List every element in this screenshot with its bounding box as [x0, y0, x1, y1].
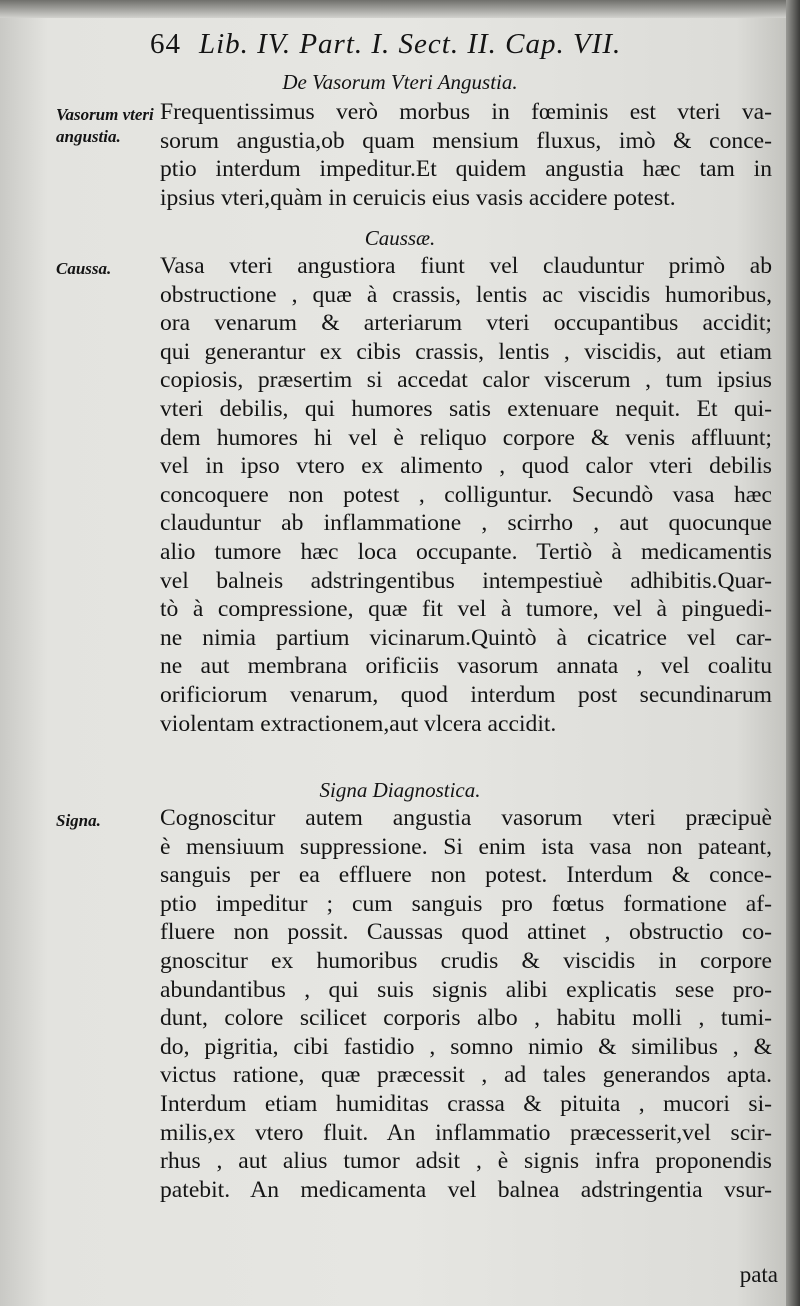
text-line: orificiorum venarum, quod interdum post secundinarum [160, 681, 772, 708]
text-line: vel in ipso vtero ex alimento , quod calor vteri debilis [160, 453, 772, 480]
text-line: vteri debilis, qui humores satis extenuare nequit. Et qui- [160, 395, 772, 422]
text-line: Cognoscitur autem angustia vasorum vteri præcipuè [160, 805, 772, 831]
text-line: ora venarum & arteriarum vteri occupantibus accidit; [160, 310, 772, 337]
paragraph-caussae [160, 252, 772, 738]
text-line: clauduntur ab inflammatione , scirrho , aut quocunque [160, 510, 772, 537]
text-line: patebit. An medicamenta vel balnea adstringentia vsur- [160, 1176, 772, 1203]
text-line: Frequentissimus verò morbus in fœminis est vteri va- [160, 99, 772, 125]
text-line: è mensiuum suppressione. Si enim ista vasa non pateant, [160, 833, 772, 860]
section-heading-caussae: Caussæ. [364, 226, 436, 250]
text-line: victus ratione, quæ præcessit , ad tales generandos apta. [160, 1062, 772, 1089]
text-line: alio tumore hæc loca occupante. Tertiò à medicamentis [160, 538, 772, 565]
page-top-edge [0, 0, 800, 18]
text-line: rhus , aut alius tumor adsit , è signis infra proponendis [160, 1148, 772, 1175]
text-line: milis,ex vtero fluit. An inflammatio præcesserit,vel scir- [160, 1119, 772, 1146]
text-line: ne aut membrana orificiis vasorum annata , vel coalitu [160, 653, 772, 680]
text-line: tò à compressione, quæ fit vel à tumore, vel à pinguedi- [160, 596, 772, 623]
text-line: concoquere non potest , colliguntur. Secundò vasa hæc [160, 481, 772, 508]
text-line: abundantibus , qui suis signis alibi explicatis sese pro- [160, 976, 772, 1003]
text-line: ptio interdum impeditur.Et quidem angustia hæc tam in [160, 156, 772, 183]
text-line: obstructione , quæ à crassis, lentis ac viscidis humoribus, [160, 281, 772, 308]
text-line: ptio impeditur ; cum sanguis pro fœtus formatione af- [160, 890, 772, 917]
paragraph-signa [160, 804, 772, 1204]
text-line: ipsius vteri,quàm in ceruicis eius vasis accidere potest. [160, 184, 676, 211]
text-line: qui generantur ex cibis crassis, lentis , viscidis, aut etiam [160, 338, 772, 365]
text-line: violentam extractionem,aut vlcera accidit. [160, 710, 557, 737]
text-line: sorum angustia,ob quam mensium fluxus, imò & conce- [160, 127, 772, 154]
margin-note-vasorum: Vasorum vteri angustia. [56, 105, 154, 146]
chapter-heading: De Vasorum Vteri Angustia. [282, 70, 518, 94]
text-line: dem humores hi vel è reliquo corpore & venis affluunt; [160, 424, 772, 451]
text-line: dunt, colore scilicet corporis albo , habitu molli , tumi- [160, 1005, 772, 1032]
text-line: sanguis per ea effluere non potest. Interdum & conce- [160, 862, 772, 889]
binding-shadow [786, 0, 800, 1306]
margin-note-signa: Signa. [56, 811, 101, 830]
page-number: 64 [150, 28, 181, 60]
section-heading-signa: Signa Diagnostica. [319, 778, 481, 802]
running-title: Lib. IV. Part. I. Sect. II. Cap. VII. [199, 28, 622, 60]
text-line: Vasa vteri angustiora fiunt vel clauduntur primò ab [160, 253, 772, 279]
catchword: pata [739, 1262, 778, 1287]
text-line: do, pigritia, cibi fastidio , somno nimio & similibus , & [160, 1033, 772, 1060]
text-line: copiosis, præsertim si accedat calor viscerum , tum ipsius [160, 367, 772, 394]
text-line: vel balneis adstringentibus intempestiuè adhibitis.Quar- [160, 567, 772, 594]
text-line: Interdum etiam humiditas crassa & pituita , mucori si- [160, 1090, 772, 1117]
running-head [150, 28, 621, 61]
text-line: ne nimia partium vicinarum.Quintò à cicatrice vel car- [160, 624, 772, 651]
margin-note-caussa: Caussa. [56, 259, 112, 278]
paragraph-definition [160, 98, 772, 212]
text-line: gnoscitur ex humoribus crudis & viscidis in corpore [160, 947, 772, 974]
text-line: fluere non possit. Caussas quod attinet , obstructio co- [160, 919, 772, 946]
